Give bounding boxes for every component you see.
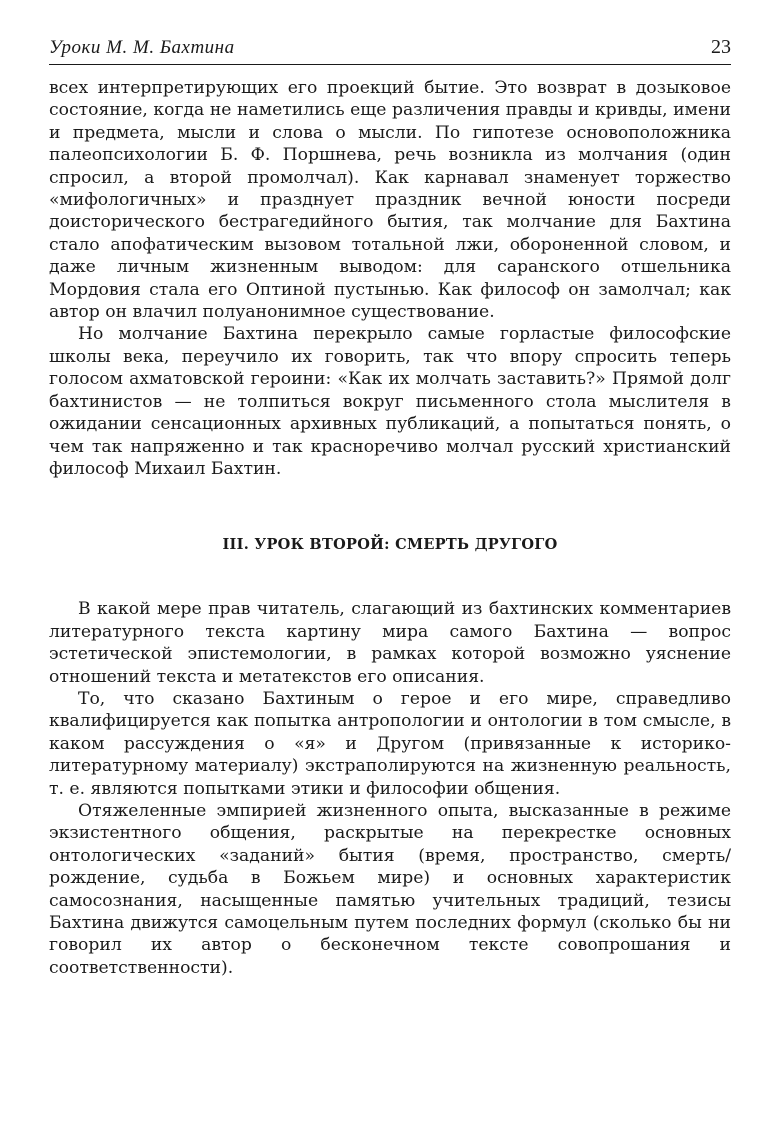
section-body [49,598,731,979]
running-title: Уроки М. М. Бахтина [49,37,235,58]
running-head [49,36,731,65]
book-page [49,36,731,979]
body-text [49,77,731,480]
paragraph: В какой мере прав читатель, слагающий из бахтинских комментариев литературного текста картину мира самого Бахтина — вопрос эстетической эпистемологии, в рамках которой возможно уяснение отношений текста и метатекстов его описания. [49,599,731,687]
paragraph: Но молчание Бахтина перекрыло самые горластые философские школы века, переучило их говорить, так что впору спросить теперь голосом ахматовской героини: «Как их молчать заставить?» Прямой долг бахтинистов — не толпиться вокруг письменного стола мыслителя в ожидании сенсационных архивных публикаций, а попытаться понять, о чем так напряженно и так красноречиво молчал русский христианский философ Михаил Бахтин. [49,324,731,479]
paragraph: То, что сказано Бахтиным о герое и его мире, справедливо квалифицируется как попытка антропологии и онтологии в том смысле, в каком рассуждения о «я» и Другом (привязанные к историко-литературному материалу) экстраполируются на жизненную реальность, т. е. являются попытками этики и философии общения. [49,688,731,799]
paragraph: всех интерпретирующих его проекций бытие. Это возврат в дозыковое состояние, когда не наметились еще различения правды и кривды, имени и предмета, мысли и слова о мысли. По гипотезе основоположника палеопсихологии Б. Ф. Поршнева, речь возникла из молчания (один спросил, а второй промолчал). Как карнавал знаменует торжество «мифологичных» и празднует праздник вечной юности посреди доисторического бестрагедийного бытия, так молчание для Бахтина стало апофатическим вызовом тотальной лжи, обороненной словом, и даже личным жизненным выводом: для саранского отшельника Мордовия стала его Оптиной пустынью. Как философ он замолчал; как автор он влачил полуанонимное существование. [49,78,731,323]
page-number: 23 [711,36,731,58]
paragraph: Отяжеленные эмпирией жизненного опыта, высказанные в режиме экзистентного общения, раскрытые на перекрестке основных онтологических «заданий» бытия (время, пространство, смерть/рождение, судьба в Божьем мире) и основных характеристик самосознания, насыщенные памятью учительных традиций, тезисы Бахтина движутся самоцельным путем последних формул (сколько бы ни говорил их автор о бесконечном тексте совопрошания и соответственности). [49,800,731,978]
section-heading: III. УРОК ВТОРОЙ: СМЕРТЬ ДРУГОГО [222,536,558,554]
